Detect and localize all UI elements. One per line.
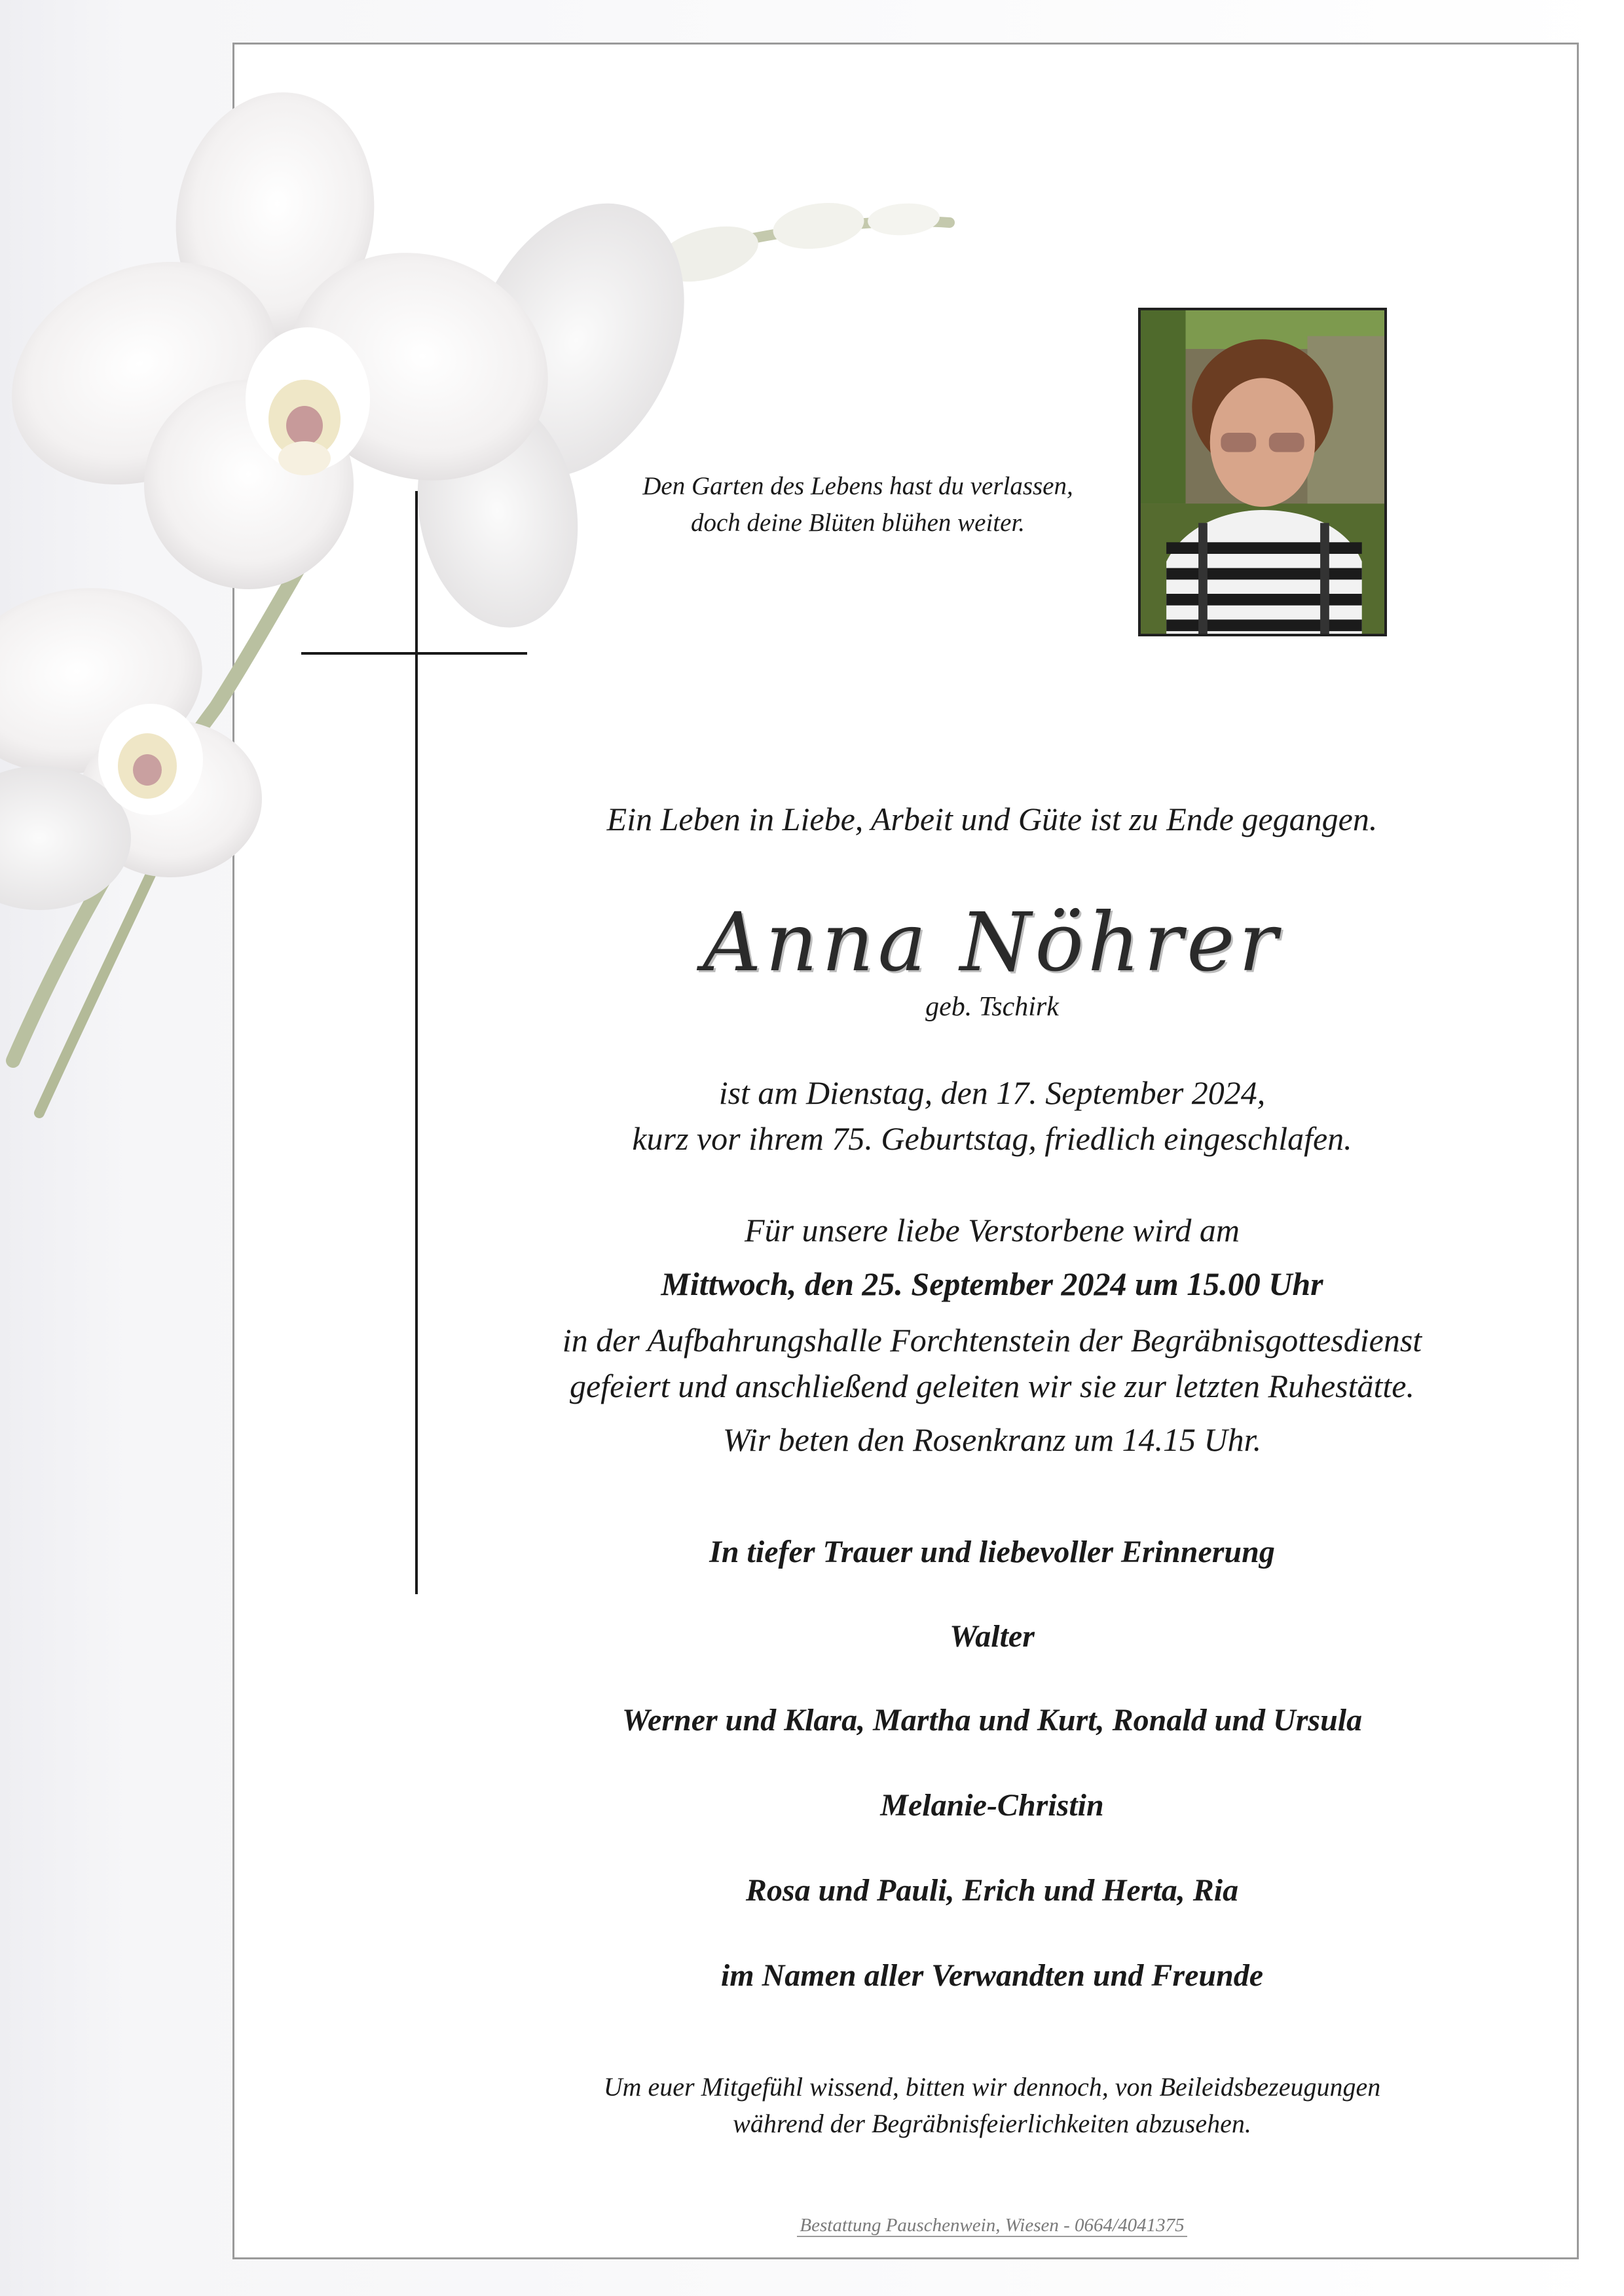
funeral-place-line-1: in der Aufbahrungshalle Forchtenstein der Begräbnisgottesdienst (562, 1322, 1422, 1358)
mourner-line-1: Walter (950, 1619, 1035, 1654)
death-notice (458, 1070, 1526, 1161)
maiden-name: geb. Tschirk (925, 992, 1059, 1022)
portrait-photo (1138, 308, 1387, 636)
mourner-line-3: Melanie-Christin (880, 1788, 1104, 1823)
funeral-place (458, 1317, 1526, 1409)
footer-text: Bestattung Pauschenwein, Wiesen - 0664/4041375 (797, 2215, 1187, 2237)
quote-line-2: doch deine Blüten blühen weiter. (690, 509, 1025, 537)
deceased-name: Anna Nöhrer (703, 896, 1282, 990)
mourners-heading: In tiefer Trauer und liebevoller Erinnerung (709, 1535, 1275, 1569)
death-line-2: kurz vor ihrem 75. Geburtstag, friedlich eingeschlafen. (632, 1120, 1352, 1157)
death-line-1: ist am Dienstag, den 17. September 2024, (718, 1074, 1266, 1111)
cross-icon (415, 491, 418, 1594)
mourner-line-4: Rosa und Pauli, Erich und Herta, Ria (745, 1873, 1239, 1908)
closing-note (458, 2069, 1526, 2142)
funeral-home-footer (458, 2215, 1526, 2236)
funeral-date-time: Mittwoch, den 25. September 2024 um 15.00 Uhr (661, 1266, 1323, 1302)
closing-line-2: während der Begräbnisfeierlichkeiten abzusehen. (733, 2109, 1251, 2138)
funeral-intro: Für unsere liebe Verstorbene wird am (745, 1212, 1240, 1248)
memorial-quote (589, 468, 1126, 541)
funeral-place-line-2: gefeiert und anschließend geleiten wir sie zur letzten Ruhestätte. (569, 1368, 1414, 1404)
intro-line: Ein Leben in Liebe, Arbeit und Güte ist zu Ende gegangen. (606, 801, 1378, 837)
closing-line-1: Um euer Mitgefühl wissend, bitten wir dennoch, von Beileidsbezeugungen (603, 2072, 1381, 2102)
quote-line-1: Den Garten des Lebens hast du verlassen, (642, 472, 1073, 500)
mourner-line-2: Werner und Klara, Martha und Kurt, Ronald und Ursula (621, 1703, 1363, 1738)
mourner-line-5: im Namen aller Verwandten und Freunde (720, 1958, 1264, 1993)
cross-bar (301, 652, 527, 655)
rosary-time: Wir beten den Rosenkranz um 14.15 Uhr. (722, 1421, 1262, 1458)
